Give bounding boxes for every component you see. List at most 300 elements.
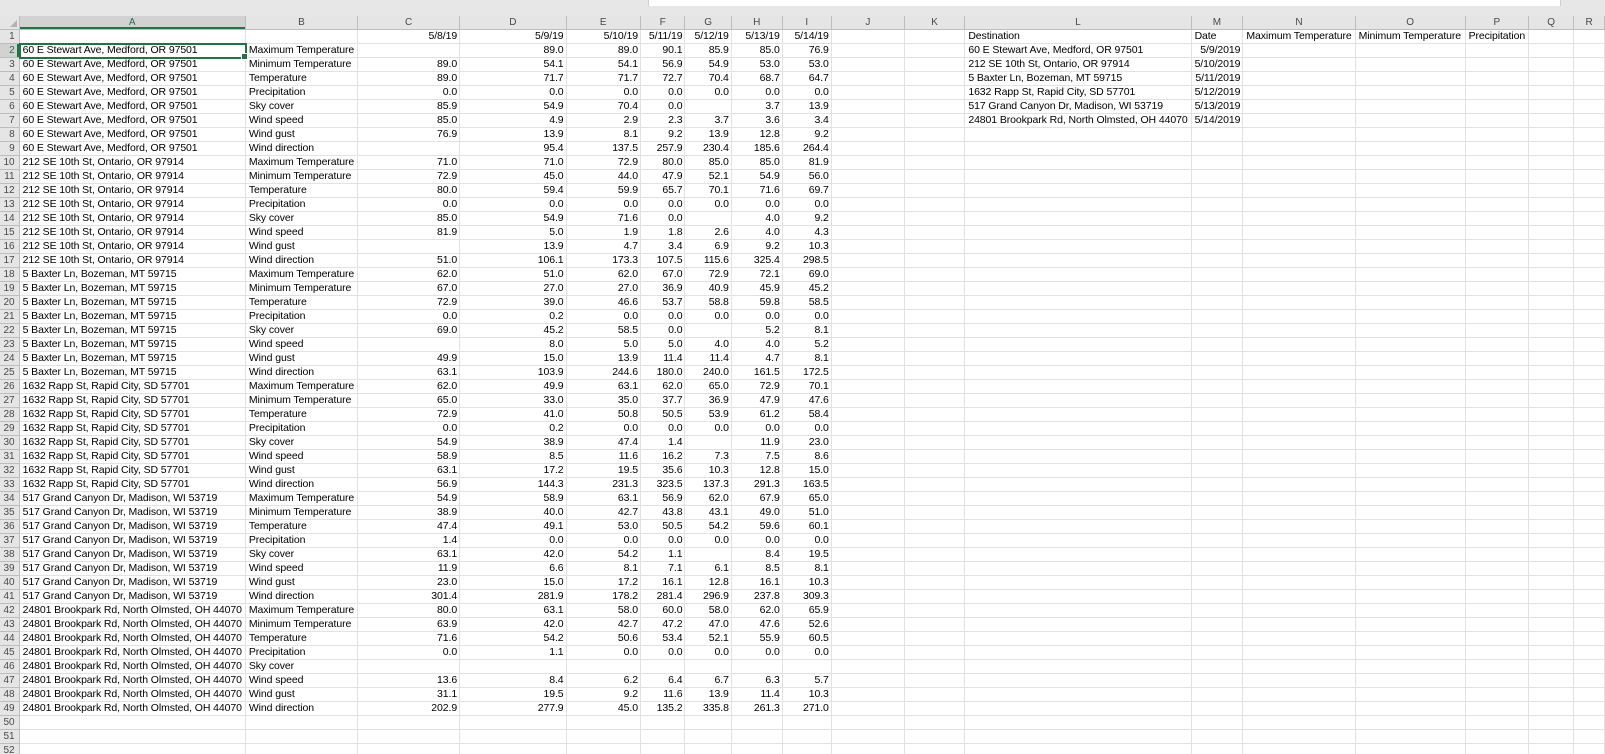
cell-Q7[interactable]	[1529, 114, 1574, 128]
cell-L31[interactable]	[965, 450, 1191, 464]
cell-E23[interactable]: 5.0	[567, 338, 641, 352]
cell-C31[interactable]: 58.9	[358, 450, 460, 464]
cell-J4[interactable]	[832, 72, 905, 86]
cell-K32[interactable]	[905, 464, 965, 478]
cell-E43[interactable]: 42.7	[567, 618, 641, 632]
cell-B49[interactable]: Wind direction	[246, 702, 358, 716]
cell-E22[interactable]: 58.5	[567, 324, 641, 338]
column-header-D[interactable]: D	[460, 16, 566, 30]
cell-J35[interactable]	[832, 506, 905, 520]
cell-L11[interactable]	[965, 170, 1191, 184]
cell-F51[interactable]	[641, 730, 685, 744]
cell-O35[interactable]	[1356, 506, 1466, 520]
cell-D40[interactable]: 15.0	[460, 576, 566, 590]
cell-A12[interactable]: 212 SE 10th St, Ontario, OR 97914	[20, 184, 246, 198]
cell-L3[interactable]: 212 SE 10th St, Ontario, OR 97914	[965, 58, 1191, 72]
cell-A6[interactable]: 60 E Stewart Ave, Medford, OR 97501	[20, 100, 246, 114]
cell-L33[interactable]	[965, 478, 1191, 492]
cell-E29[interactable]: 0.0	[567, 422, 641, 436]
cell-M31[interactable]	[1192, 450, 1244, 464]
cell-C4[interactable]: 89.0	[358, 72, 460, 86]
row-header-11[interactable]: 11	[0, 170, 20, 184]
cell-G3[interactable]: 54.9	[685, 58, 731, 72]
cell-F20[interactable]: 53.7	[641, 296, 685, 310]
cell-L32[interactable]	[965, 464, 1191, 478]
column-header-R[interactable]: R	[1574, 16, 1605, 30]
cell-O8[interactable]	[1356, 128, 1466, 142]
cell-A47[interactable]: 24801 Brookpark Rd, North Olmsted, OH 44070	[20, 674, 246, 688]
cell-N34[interactable]	[1243, 492, 1355, 506]
cell-F33[interactable]: 323.5	[641, 478, 685, 492]
cell-J30[interactable]	[832, 436, 905, 450]
cell-E16[interactable]: 4.7	[567, 240, 641, 254]
cell-C21[interactable]: 0.0	[358, 310, 460, 324]
cell-H25[interactable]: 161.5	[732, 366, 783, 380]
cell-M15[interactable]	[1192, 226, 1244, 240]
cell-H40[interactable]: 16.1	[732, 576, 783, 590]
cell-Q10[interactable]	[1529, 156, 1574, 170]
cell-Q46[interactable]	[1529, 660, 1574, 674]
cell-P40[interactable]	[1466, 576, 1529, 590]
cell-K47[interactable]	[905, 674, 965, 688]
cell-R24[interactable]	[1574, 352, 1605, 366]
cell-N52[interactable]	[1243, 744, 1355, 754]
cell-O28[interactable]	[1356, 408, 1466, 422]
cell-R17[interactable]	[1574, 254, 1605, 268]
cell-E26[interactable]: 63.1	[567, 380, 641, 394]
cell-N37[interactable]	[1243, 534, 1355, 548]
cell-A38[interactable]: 517 Grand Canyon Dr, Madison, WI 53719	[20, 548, 246, 562]
cell-G2[interactable]: 85.9	[685, 44, 731, 58]
cell-N25[interactable]	[1243, 366, 1355, 380]
cell-J18[interactable]	[832, 268, 905, 282]
cell-K45[interactable]	[905, 646, 965, 660]
cell-N10[interactable]	[1243, 156, 1355, 170]
cell-L6[interactable]: 517 Grand Canyon Dr, Madison, WI 53719	[965, 100, 1191, 114]
cell-C43[interactable]: 63.9	[358, 618, 460, 632]
column-header-A[interactable]: A	[20, 16, 246, 30]
cell-I17[interactable]: 298.5	[783, 254, 832, 268]
cell-F11[interactable]: 47.9	[641, 170, 685, 184]
cell-M39[interactable]	[1192, 562, 1244, 576]
cell-I12[interactable]: 69.7	[783, 184, 832, 198]
cell-M8[interactable]	[1192, 128, 1244, 142]
cell-G13[interactable]: 0.0	[685, 198, 731, 212]
cell-J23[interactable]	[832, 338, 905, 352]
cell-M25[interactable]	[1192, 366, 1244, 380]
cell-F9[interactable]: 257.9	[641, 142, 685, 156]
cell-I27[interactable]: 47.6	[783, 394, 832, 408]
cell-A39[interactable]: 517 Grand Canyon Dr, Madison, WI 53719	[20, 562, 246, 576]
cell-R49[interactable]	[1574, 702, 1605, 716]
cell-R36[interactable]	[1574, 520, 1605, 534]
cell-F15[interactable]: 1.8	[641, 226, 685, 240]
cell-L39[interactable]	[965, 562, 1191, 576]
cell-B24[interactable]: Wind gust	[246, 352, 358, 366]
row-header-19[interactable]: 19	[0, 282, 20, 296]
cell-B10[interactable]: Maximum Temperature	[246, 156, 358, 170]
cell-M13[interactable]	[1192, 198, 1244, 212]
cell-G26[interactable]: 65.0	[685, 380, 731, 394]
cell-Q20[interactable]	[1529, 296, 1574, 310]
cell-R4[interactable]	[1574, 72, 1605, 86]
cell-Q27[interactable]	[1529, 394, 1574, 408]
cell-D38[interactable]: 42.0	[460, 548, 566, 562]
cell-L52[interactable]	[965, 744, 1191, 754]
cell-C38[interactable]: 63.1	[358, 548, 460, 562]
cell-L41[interactable]	[965, 590, 1191, 604]
cell-D25[interactable]: 103.9	[460, 366, 566, 380]
cell-O41[interactable]	[1356, 590, 1466, 604]
cell-R22[interactable]	[1574, 324, 1605, 338]
cell-F37[interactable]: 0.0	[641, 534, 685, 548]
cell-P36[interactable]	[1466, 520, 1529, 534]
cell-B16[interactable]: Wind gust	[246, 240, 358, 254]
cell-L17[interactable]	[965, 254, 1191, 268]
cell-N9[interactable]	[1243, 142, 1355, 156]
cell-J14[interactable]	[832, 212, 905, 226]
cell-R16[interactable]	[1574, 240, 1605, 254]
cell-D3[interactable]: 54.1	[460, 58, 566, 72]
cell-L43[interactable]	[965, 618, 1191, 632]
cell-H43[interactable]: 47.6	[732, 618, 783, 632]
row-header-14[interactable]: 14	[0, 212, 20, 226]
cell-G29[interactable]: 0.0	[685, 422, 731, 436]
cell-K26[interactable]	[905, 380, 965, 394]
cell-O29[interactable]	[1356, 422, 1466, 436]
cell-J6[interactable]	[832, 100, 905, 114]
cell-P32[interactable]	[1466, 464, 1529, 478]
cell-O50[interactable]	[1356, 716, 1466, 730]
cell-P25[interactable]	[1466, 366, 1529, 380]
cell-F8[interactable]: 9.2	[641, 128, 685, 142]
cell-H32[interactable]: 12.8	[732, 464, 783, 478]
cell-G18[interactable]: 72.9	[685, 268, 731, 282]
cell-L37[interactable]	[965, 534, 1191, 548]
cell-Q42[interactable]	[1529, 604, 1574, 618]
cell-H31[interactable]: 7.5	[732, 450, 783, 464]
cell-P13[interactable]	[1466, 198, 1529, 212]
cell-B52[interactable]	[246, 744, 358, 754]
column-header-N[interactable]: N	[1243, 16, 1355, 30]
cell-K29[interactable]	[905, 422, 965, 436]
cell-O40[interactable]	[1356, 576, 1466, 590]
cell-H15[interactable]: 4.0	[732, 226, 783, 240]
cell-H35[interactable]: 49.0	[732, 506, 783, 520]
cell-J8[interactable]	[832, 128, 905, 142]
cell-F17[interactable]: 107.5	[641, 254, 685, 268]
cell-B31[interactable]: Wind speed	[246, 450, 358, 464]
cell-G37[interactable]: 0.0	[685, 534, 731, 548]
cell-H24[interactable]: 4.7	[732, 352, 783, 366]
cell-N6[interactable]	[1243, 100, 1355, 114]
cell-E35[interactable]: 42.7	[567, 506, 641, 520]
cell-H50[interactable]	[732, 716, 783, 730]
cell-M20[interactable]	[1192, 296, 1244, 310]
cell-B13[interactable]: Precipitation	[246, 198, 358, 212]
cell-A22[interactable]: 5 Baxter Ln, Bozeman, MT 59715	[20, 324, 246, 338]
cell-L21[interactable]	[965, 310, 1191, 324]
cell-K12[interactable]	[905, 184, 965, 198]
cell-F44[interactable]: 53.4	[641, 632, 685, 646]
cell-C41[interactable]: 301.4	[358, 590, 460, 604]
cell-P9[interactable]	[1466, 142, 1529, 156]
cell-Q13[interactable]	[1529, 198, 1574, 212]
cell-D41[interactable]: 281.9	[460, 590, 566, 604]
cell-E36[interactable]: 53.0	[567, 520, 641, 534]
cell-L22[interactable]	[965, 324, 1191, 338]
column-header-L[interactable]: L	[965, 16, 1191, 30]
cell-F22[interactable]: 0.0	[641, 324, 685, 338]
cell-K20[interactable]	[905, 296, 965, 310]
cell-K4[interactable]	[905, 72, 965, 86]
cell-C14[interactable]: 85.0	[358, 212, 460, 226]
cell-C47[interactable]: 13.6	[358, 674, 460, 688]
cell-P47[interactable]	[1466, 674, 1529, 688]
cell-K22[interactable]	[905, 324, 965, 338]
cell-D36[interactable]: 49.1	[460, 520, 566, 534]
cell-P41[interactable]	[1466, 590, 1529, 604]
cell-Q49[interactable]	[1529, 702, 1574, 716]
cell-P29[interactable]	[1466, 422, 1529, 436]
cell-P43[interactable]	[1466, 618, 1529, 632]
cell-N28[interactable]	[1243, 408, 1355, 422]
cell-F41[interactable]: 281.4	[641, 590, 685, 604]
cell-I36[interactable]: 60.1	[783, 520, 832, 534]
cell-C44[interactable]: 71.6	[358, 632, 460, 646]
cell-A26[interactable]: 1632 Rapp St, Rapid City, SD 57701	[20, 380, 246, 394]
cell-H22[interactable]: 5.2	[732, 324, 783, 338]
cell-A7[interactable]: 60 E Stewart Ave, Medford, OR 97501	[20, 114, 246, 128]
cell-J41[interactable]	[832, 590, 905, 604]
cell-N15[interactable]	[1243, 226, 1355, 240]
cell-N3[interactable]	[1243, 58, 1355, 72]
cell-K21[interactable]	[905, 310, 965, 324]
cell-Q18[interactable]	[1529, 268, 1574, 282]
cell-C9[interactable]	[358, 142, 460, 156]
cell-E25[interactable]: 244.6	[567, 366, 641, 380]
cell-F42[interactable]: 60.0	[641, 604, 685, 618]
cell-N16[interactable]	[1243, 240, 1355, 254]
cell-L47[interactable]	[965, 674, 1191, 688]
cell-I52[interactable]	[783, 744, 832, 754]
cell-B7[interactable]: Wind speed	[246, 114, 358, 128]
cell-J5[interactable]	[832, 86, 905, 100]
cell-N14[interactable]	[1243, 212, 1355, 226]
cell-I7[interactable]: 3.4	[783, 114, 832, 128]
cell-O16[interactable]	[1356, 240, 1466, 254]
column-header-F[interactable]: F	[641, 16, 685, 30]
cell-D35[interactable]: 40.0	[460, 506, 566, 520]
cell-J36[interactable]	[832, 520, 905, 534]
cell-N40[interactable]	[1243, 576, 1355, 590]
cell-N42[interactable]	[1243, 604, 1355, 618]
column-header-I[interactable]: I	[783, 16, 832, 30]
cell-M42[interactable]	[1192, 604, 1244, 618]
cell-A2[interactable]: 60 E Stewart Ave, Medford, OR 97501	[20, 44, 246, 58]
cell-D39[interactable]: 6.6	[460, 562, 566, 576]
cell-C18[interactable]: 62.0	[358, 268, 460, 282]
cell-F43[interactable]: 47.2	[641, 618, 685, 632]
cell-A36[interactable]: 517 Grand Canyon Dr, Madison, WI 53719	[20, 520, 246, 534]
cell-Q25[interactable]	[1529, 366, 1574, 380]
cell-B12[interactable]: Temperature	[246, 184, 358, 198]
cell-K28[interactable]	[905, 408, 965, 422]
cell-H8[interactable]: 12.8	[732, 128, 783, 142]
row-header-34[interactable]: 34	[0, 492, 20, 506]
row-header-18[interactable]: 18	[0, 268, 20, 282]
cell-G34[interactable]: 62.0	[685, 492, 731, 506]
cell-C6[interactable]: 85.9	[358, 100, 460, 114]
cell-K17[interactable]	[905, 254, 965, 268]
cell-B30[interactable]: Sky cover	[246, 436, 358, 450]
cell-E1[interactable]: 5/10/19	[567, 30, 641, 44]
row-header-22[interactable]: 22	[0, 324, 20, 338]
cell-R1[interactable]	[1574, 30, 1605, 44]
cell-M38[interactable]	[1192, 548, 1244, 562]
cell-C13[interactable]: 0.0	[358, 198, 460, 212]
cell-K14[interactable]	[905, 212, 965, 226]
cell-O39[interactable]	[1356, 562, 1466, 576]
cell-C34[interactable]: 54.9	[358, 492, 460, 506]
cell-N21[interactable]	[1243, 310, 1355, 324]
cell-A29[interactable]: 1632 Rapp St, Rapid City, SD 57701	[20, 422, 246, 436]
column-header-P[interactable]: P	[1466, 16, 1529, 30]
cell-J9[interactable]	[832, 142, 905, 156]
cell-P31[interactable]	[1466, 450, 1529, 464]
cell-N43[interactable]	[1243, 618, 1355, 632]
column-header-O[interactable]: O	[1356, 16, 1466, 30]
cell-M6[interactable]: 5/13/2019	[1192, 100, 1244, 114]
cell-L5[interactable]: 1632 Rapp St, Rapid City, SD 57701	[965, 86, 1191, 100]
cell-Q2[interactable]	[1529, 44, 1574, 58]
cell-F18[interactable]: 67.0	[641, 268, 685, 282]
cell-D34[interactable]: 58.9	[460, 492, 566, 506]
cell-K42[interactable]	[905, 604, 965, 618]
cell-N45[interactable]	[1243, 646, 1355, 660]
cell-H48[interactable]: 11.4	[732, 688, 783, 702]
cell-A34[interactable]: 517 Grand Canyon Dr, Madison, WI 53719	[20, 492, 246, 506]
cell-I42[interactable]: 65.9	[783, 604, 832, 618]
cell-L8[interactable]	[965, 128, 1191, 142]
cell-I3[interactable]: 53.0	[783, 58, 832, 72]
row-header-27[interactable]: 27	[0, 394, 20, 408]
cell-G52[interactable]	[685, 744, 731, 754]
cell-B41[interactable]: Wind direction	[246, 590, 358, 604]
cell-J34[interactable]	[832, 492, 905, 506]
cell-G44[interactable]: 52.1	[685, 632, 731, 646]
cell-F16[interactable]: 3.4	[641, 240, 685, 254]
cell-B50[interactable]	[246, 716, 358, 730]
cell-R12[interactable]	[1574, 184, 1605, 198]
cell-R33[interactable]	[1574, 478, 1605, 492]
cell-P30[interactable]	[1466, 436, 1529, 450]
cell-Q16[interactable]	[1529, 240, 1574, 254]
cell-O51[interactable]	[1356, 730, 1466, 744]
cell-B25[interactable]: Wind direction	[246, 366, 358, 380]
cell-I24[interactable]: 8.1	[783, 352, 832, 366]
cell-M14[interactable]	[1192, 212, 1244, 226]
cell-F4[interactable]: 72.7	[641, 72, 685, 86]
cell-I26[interactable]: 70.1	[783, 380, 832, 394]
cell-N29[interactable]	[1243, 422, 1355, 436]
cell-L49[interactable]	[965, 702, 1191, 716]
cell-H41[interactable]: 237.8	[732, 590, 783, 604]
cell-M9[interactable]	[1192, 142, 1244, 156]
row-header-26[interactable]: 26	[0, 380, 20, 394]
row-header-47[interactable]: 47	[0, 674, 20, 688]
cell-E37[interactable]: 0.0	[567, 534, 641, 548]
cell-G12[interactable]: 70.1	[685, 184, 731, 198]
cell-O3[interactable]	[1356, 58, 1466, 72]
cell-D46[interactable]	[460, 660, 566, 674]
cell-M18[interactable]	[1192, 268, 1244, 282]
cell-A24[interactable]: 5 Baxter Ln, Bozeman, MT 59715	[20, 352, 246, 366]
cell-O30[interactable]	[1356, 436, 1466, 450]
cell-F40[interactable]: 16.1	[641, 576, 685, 590]
cell-N38[interactable]	[1243, 548, 1355, 562]
column-header-C[interactable]: C	[358, 16, 460, 30]
cell-O36[interactable]	[1356, 520, 1466, 534]
cell-F38[interactable]: 1.1	[641, 548, 685, 562]
cell-K52[interactable]	[905, 744, 965, 754]
cell-B39[interactable]: Wind speed	[246, 562, 358, 576]
cell-G41[interactable]: 296.9	[685, 590, 731, 604]
cell-F24[interactable]: 11.4	[641, 352, 685, 366]
cell-D52[interactable]	[460, 744, 566, 754]
cell-A43[interactable]: 24801 Brookpark Rd, North Olmsted, OH 44070	[20, 618, 246, 632]
cell-E17[interactable]: 173.3	[567, 254, 641, 268]
cell-C19[interactable]: 67.0	[358, 282, 460, 296]
cell-A25[interactable]: 5 Baxter Ln, Bozeman, MT 59715	[20, 366, 246, 380]
cell-K15[interactable]	[905, 226, 965, 240]
cell-O43[interactable]	[1356, 618, 1466, 632]
cell-A23[interactable]: 5 Baxter Ln, Bozeman, MT 59715	[20, 338, 246, 352]
cell-J15[interactable]	[832, 226, 905, 240]
cell-G9[interactable]: 230.4	[685, 142, 731, 156]
cell-B26[interactable]: Maximum Temperature	[246, 380, 358, 394]
cell-G20[interactable]: 58.8	[685, 296, 731, 310]
cell-F48[interactable]: 11.6	[641, 688, 685, 702]
cell-K43[interactable]	[905, 618, 965, 632]
cell-P37[interactable]	[1466, 534, 1529, 548]
cell-B38[interactable]: Sky cover	[246, 548, 358, 562]
cell-M21[interactable]	[1192, 310, 1244, 324]
cell-F47[interactable]: 6.4	[641, 674, 685, 688]
cell-J3[interactable]	[832, 58, 905, 72]
cell-J7[interactable]	[832, 114, 905, 128]
cell-K35[interactable]	[905, 506, 965, 520]
cell-G36[interactable]: 54.2	[685, 520, 731, 534]
cell-F35[interactable]: 43.8	[641, 506, 685, 520]
cell-H39[interactable]: 8.5	[732, 562, 783, 576]
cell-M47[interactable]	[1192, 674, 1244, 688]
cell-I43[interactable]: 52.6	[783, 618, 832, 632]
cell-P35[interactable]	[1466, 506, 1529, 520]
cell-E34[interactable]: 63.1	[567, 492, 641, 506]
cell-O18[interactable]	[1356, 268, 1466, 282]
cell-H36[interactable]: 59.6	[732, 520, 783, 534]
cell-N44[interactable]	[1243, 632, 1355, 646]
cell-R27[interactable]	[1574, 394, 1605, 408]
cell-P50[interactable]	[1466, 716, 1529, 730]
cell-F46[interactable]	[641, 660, 685, 674]
cell-O38[interactable]	[1356, 548, 1466, 562]
cell-J45[interactable]	[832, 646, 905, 660]
cell-B6[interactable]: Sky cover	[246, 100, 358, 114]
cell-B29[interactable]: Precipitation	[246, 422, 358, 436]
cell-M24[interactable]	[1192, 352, 1244, 366]
